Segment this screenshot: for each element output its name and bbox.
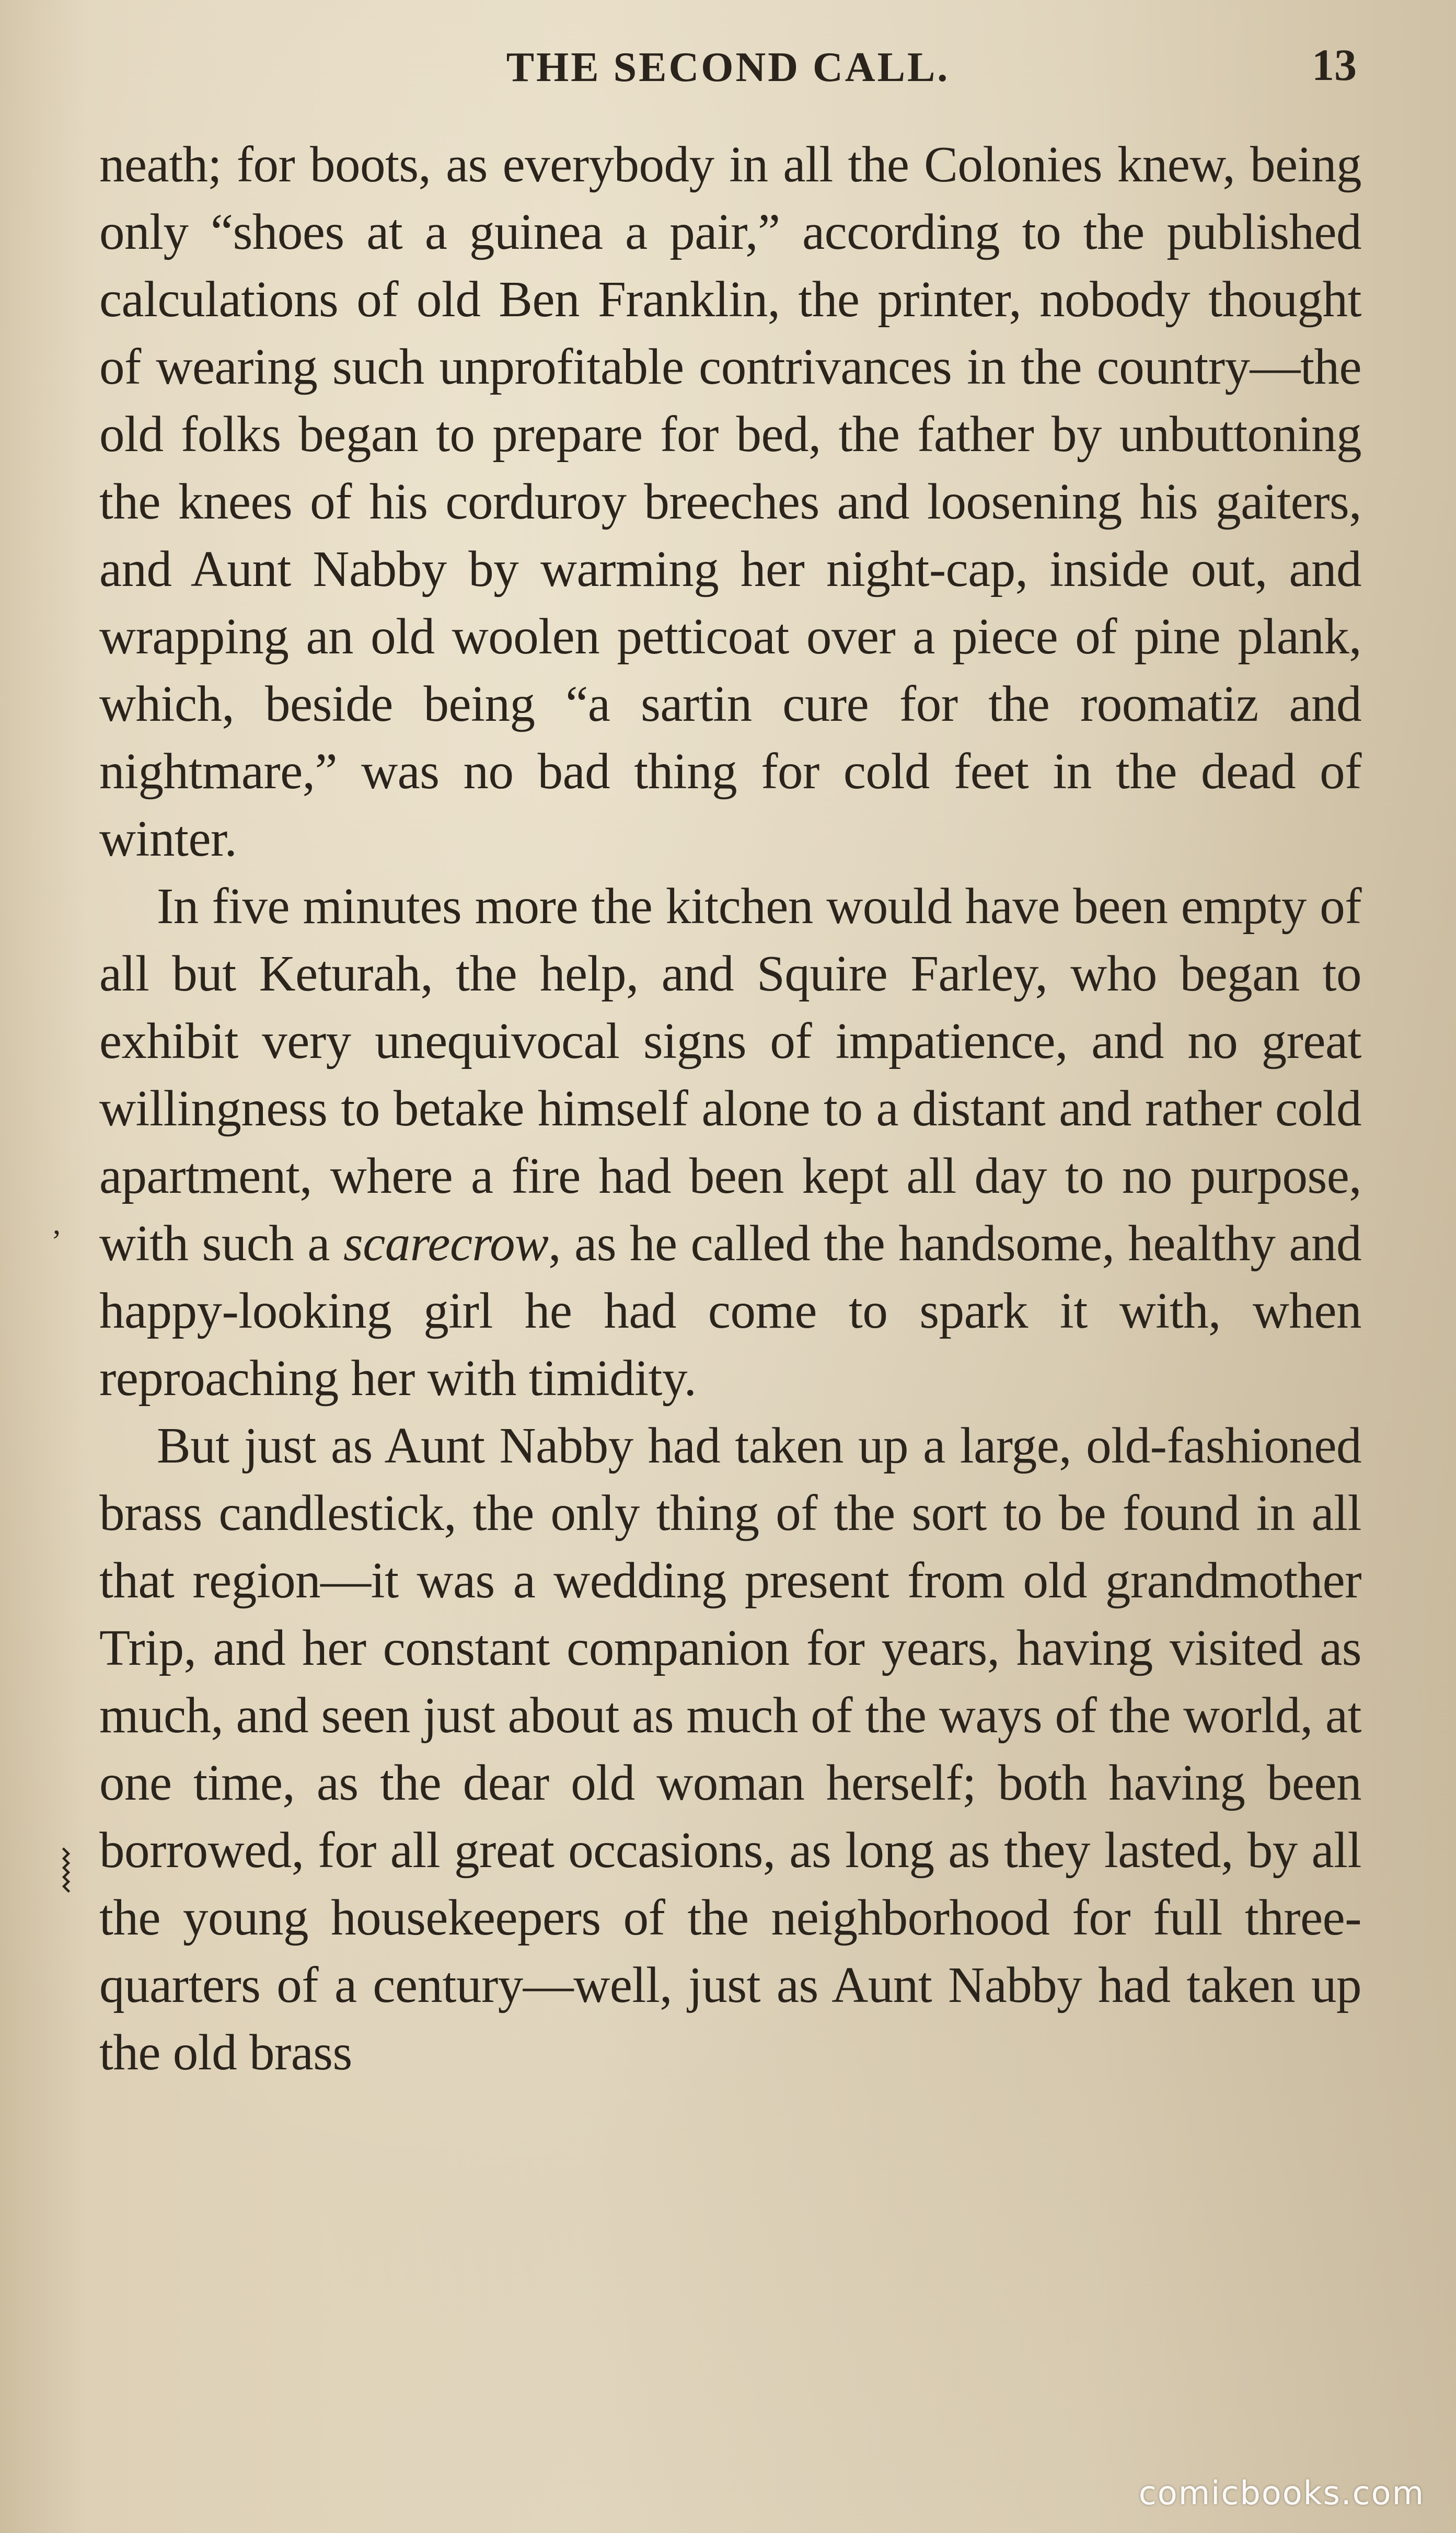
running-head-title: THE SECOND CALL. [506,44,950,90]
paragraph-3: But just as Aunt Nabby had taken up a large, old-fashioned brass candlestick, the only thing of the sort to be found in all that region—it was a wedding present from old grandmother Trip, and her constant companion for years, having visited as much, and seen just about as much of the ways of the world, at one time, as the dear old woman herself; both having been borrowed, for all great occasions, as long as they lasted, by all the young housekeepers of the neighborhood for full three-quarters of a century—well, just as Aunt Nabby had taken up the old brass [99,1418,1361,2080]
paragraph-2 [99,872,1361,1412]
body-text [99,131,1361,2086]
paragraph-2-text-a: In five minutes more the kitchen would have been empty of all but Keturah, the help, and Squire Farley, who began to exhibit very unequivocal signs of impatience, and no great willingness to betake himself alone to a distant and rather cold apartment, where a fire had been kept all day to no purpose, with such a [99,878,1361,1271]
margin-mark: ⦚ [60,1841,72,1905]
italic-word-scarecrow: scarecrow [343,1215,549,1271]
paragraph-1: neath; for boots, as everybody in all the Colonies knew, being only “shoes at a guinea a pair,” according to the published calculations of old Ben Franklin, the printer, nobody thought of wearing such unprofitable contrivances in the country—the old folks began to prepare for bed, the father by unbuttoning the knees of his corduroy breeches and loosening his gaiters, and Aunt Nabby by warming her night-cap, inside out, and wrapping an old woolen petticoat over a piece of pine plank, which, beside being “a sartin cure for the roomatiz and nightmare,” was no bad thing for cold feet in the dead of winter. [99,136,1361,867]
running-head [99,31,1357,94]
paragraph-2-text-b: , as he called the handsome, healthy and happy-looking girl he had come to spark it with, when reproaching her with timidity. [99,1215,1362,1406]
watermark: comicbooks.com [1138,2474,1425,2512]
margin-mark: ’ [51,1224,62,1258]
page-number: 13 [1312,40,1357,90]
